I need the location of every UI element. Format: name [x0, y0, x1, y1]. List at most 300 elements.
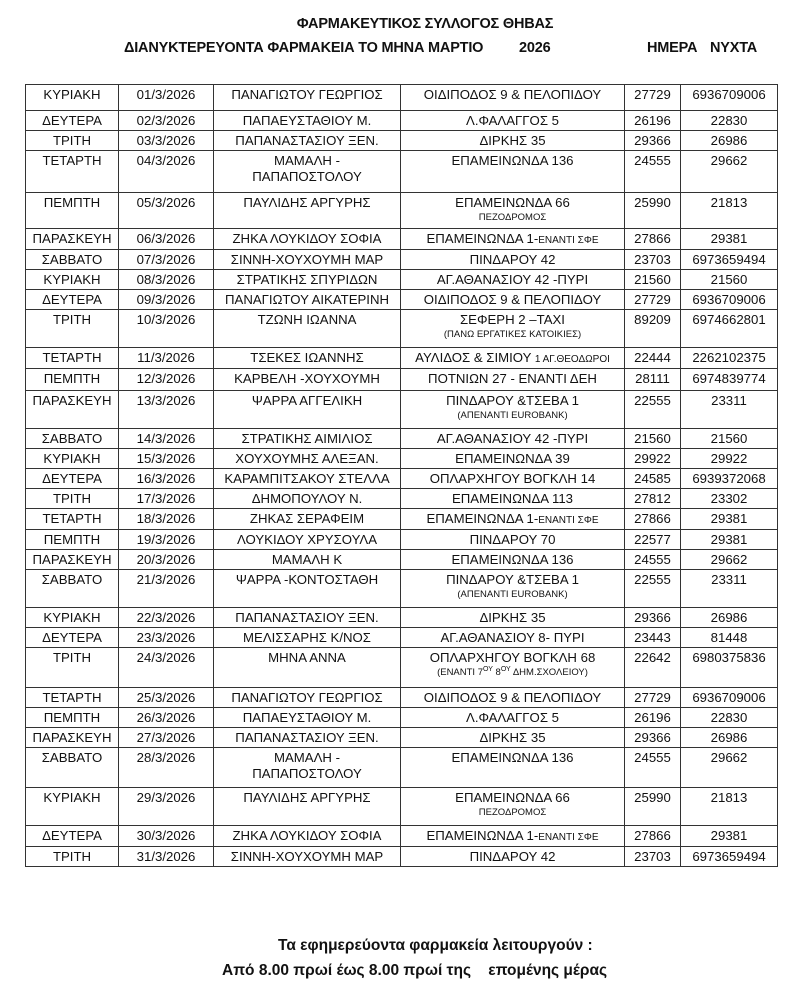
pharmacist-name: ΖΗΚΑ ΛΟΥΚΙΔΟΥ ΣΟΦΙΑ: [232, 828, 382, 843]
name-cell: [214, 229, 401, 250]
name-cell: [214, 728, 401, 748]
date: 13/3/2026: [136, 393, 196, 408]
day-phone: 22444: [634, 350, 671, 365]
name-cell: [214, 648, 401, 688]
date-cell: [119, 648, 214, 688]
pharmacist-name: ΠΑΝΑΓΙΩΤΟΥ ΓΕΩΡΓΙΟΣ: [231, 690, 383, 705]
date: 31/3/2026: [136, 849, 196, 864]
day-phone: 22642: [634, 650, 671, 665]
table-row: [26, 688, 778, 708]
night-phone-cell: [681, 847, 778, 867]
address: ΟΙΔΙΠΟΔΟΣ 9 & ΠΕΛΟΠΙΔΟΥ: [423, 690, 602, 705]
night-phone: 6974662801: [692, 312, 766, 327]
date: 28/3/2026: [136, 750, 196, 765]
day-phone: 24555: [634, 153, 671, 168]
day-phone-cell: [625, 489, 681, 509]
name-cell: [214, 250, 401, 270]
day-phone: 21560: [634, 272, 671, 287]
night-phone: 26986: [710, 610, 748, 625]
night-phone-cell: [681, 429, 778, 449]
day-phone-cell: [625, 847, 681, 867]
address: ΕΠΑΜΕΙΝΩΝΔΑ 1-: [426, 511, 539, 526]
weekday: ΠΑΡΑΣΚΕΥΗ: [32, 231, 112, 246]
name-cell: [214, 570, 401, 608]
night-phone-cell: [681, 449, 778, 469]
name-cell: [214, 550, 401, 570]
table-row: [26, 847, 778, 867]
weekday: ΠΕΜΠΤΗ: [43, 710, 101, 725]
address: ΕΠΑΜΕΙΝΩΝΔΑ 136: [451, 552, 574, 567]
pharmacist-name: ΠΑΝΑΓΙΩΤΟΥ ΓΕΩΡΓΙΟΣ: [231, 87, 383, 102]
date-cell: [119, 847, 214, 867]
name-cell: [214, 708, 401, 728]
pharmacist-name: ΜΑΜΑΛΗ -: [274, 750, 340, 765]
address: Λ.ΦΑΛΑΓΓΟΣ 5: [466, 710, 559, 725]
address-cell: [401, 748, 625, 788]
table-row: [26, 270, 778, 290]
address: ΑΓ.ΑΘΑΝΑΣΙΟΥ 42 -ΠΥΡΙ: [436, 431, 589, 446]
date-cell: [119, 688, 214, 708]
table-row: [26, 469, 778, 489]
weekday: ΔΕΥΤΕΡΑ: [42, 471, 102, 486]
table-row: [26, 509, 778, 530]
date: 06/3/2026: [136, 231, 196, 246]
address-cell: [401, 449, 625, 469]
day-phone-cell: [625, 151, 681, 193]
day-phone: 28111: [635, 371, 670, 386]
date-cell: [119, 570, 214, 608]
date-cell: [119, 111, 214, 131]
night-phone: 23302: [710, 491, 748, 506]
table-row: [26, 151, 778, 193]
pharmacist-name: ΠΑΠΑΝΑΣΤΑΣΙΟΥ ΞΕΝ.: [235, 610, 379, 625]
address-landmark: ΕΝΑΝΤΙ ΣΦΕ: [538, 832, 599, 843]
day-cell: [26, 310, 119, 348]
address-note: ΠΕΖΟΔΡΟΜΟΣ: [478, 212, 547, 223]
pharmacist-name: ΔΗΜΟΠΟΥΛΟΥ Ν.: [251, 491, 363, 506]
table-row: [26, 290, 778, 310]
day-phone-cell: [625, 550, 681, 570]
weekday: ΔΕΥΤΕΡΑ: [42, 292, 102, 307]
date: 02/3/2026: [136, 113, 196, 128]
address-cell: [401, 250, 625, 270]
day-phone: 22555: [634, 572, 671, 587]
table-row: [26, 85, 778, 111]
day-cell: [26, 748, 119, 788]
day-phone-cell: [625, 429, 681, 449]
night-phone: 2262102375: [692, 350, 766, 365]
pharmacist-name-line2: ΠΑΠΑΠΟΣΤΟΛΟΥ: [252, 766, 362, 781]
date-cell: [119, 509, 214, 530]
name-cell: [214, 509, 401, 530]
night-phone-cell: [681, 608, 778, 628]
address-cell: [401, 648, 625, 688]
name-cell: [214, 469, 401, 489]
day-phone-cell: [625, 826, 681, 847]
date: 26/3/2026: [136, 710, 196, 725]
address: ΕΠΑΜΕΙΝΩΝΔΑ 39: [455, 451, 570, 466]
weekday: ΠΑΡΑΣΚΕΥΗ: [32, 393, 112, 408]
weekday: ΠΕΜΠΤΗ: [43, 371, 101, 386]
night-phone: 6936709006: [692, 690, 766, 705]
day-cell: [26, 608, 119, 628]
address: ΠΙΝΔΑΡΟΥ 42: [469, 252, 556, 267]
weekday: ΣΑΒΒΑΤΟ: [41, 572, 103, 587]
pharmacist-name: ΛΟΥΚΙΔΟΥ ΧΡΥΣΟΥΛΑ: [237, 532, 377, 547]
day-phone-cell: [625, 509, 681, 530]
night-phone: 6980375836: [692, 650, 766, 665]
date: 15/3/2026: [136, 451, 196, 466]
day-cell: [26, 648, 119, 688]
schedule-title: ΔΙΑΝΥΚΤΕΡΕΥΟΝΤΑ ΦΑΡΜΑΚΕΙΑ ΤΟ ΜΗΝΑ ΜΑΡΤΙΟ: [124, 40, 484, 56]
day-cell: [26, 788, 119, 826]
day-phone-cell: [625, 570, 681, 608]
date-cell: [119, 748, 214, 788]
day-phone-cell: [625, 290, 681, 310]
day-cell: [26, 728, 119, 748]
night-phone: 22830: [710, 113, 748, 128]
date-cell: [119, 391, 214, 429]
address: ΠΙΝΔΑΡΟΥ &ΤΣΕΒΑ 1: [446, 572, 579, 587]
pharmacist-name: ΠΑΝΑΓΙΩΤΟΥ ΑΙΚΑΤΕΡΙΝΗ: [225, 292, 389, 307]
address-cell: [401, 788, 625, 826]
night-phone-cell: [681, 509, 778, 530]
night-phone-cell: [681, 570, 778, 608]
night-phone-cell: [681, 348, 778, 369]
pharmacist-name: ΠΑΠΑΕΥΣΤΑΘΙΟΥ Μ.: [242, 113, 372, 128]
date: 24/3/2026: [136, 650, 196, 665]
date-cell: [119, 469, 214, 489]
day-phone: 29366: [634, 133, 671, 148]
pharmacist-name: ΚΑΡΒΕΛΗ -ΧΟΥΧΟΥΜΗ: [234, 371, 380, 386]
date: 17/3/2026: [136, 491, 196, 506]
date-cell: [119, 788, 214, 826]
date: 21/3/2026: [136, 572, 196, 587]
day-phone: 22577: [634, 532, 671, 547]
weekday: ΚΥΡΙΑΚΗ: [43, 451, 101, 466]
pharmacist-name: ΣΤΡΑΤΙΚΗΣ ΑΙΜΙΛΙΟΣ: [241, 431, 373, 446]
address: ΟΠΛΑΡΧΗΓΟΥ ΒΟΓΚΛΗ 14: [429, 471, 596, 486]
night-phone: 6973659494: [692, 252, 766, 267]
weekday: ΤΡΙΤΗ: [52, 491, 92, 506]
day-cell: [26, 530, 119, 550]
name-cell: [214, 628, 401, 648]
address-note: [403, 666, 622, 679]
table-row: [26, 429, 778, 449]
night-phone-cell: [681, 708, 778, 728]
address-cell: [401, 530, 625, 550]
weekday: ΠΑΡΑΣΚΕΥΗ: [32, 552, 112, 567]
address-cell: [401, 608, 625, 628]
address: ΟΙΔΙΠΟΔΟΣ 9 & ΠΕΛΟΠΙΔΟΥ: [423, 87, 602, 102]
address-cell: [401, 111, 625, 131]
address: ΔΙΡΚΗΣ 35: [479, 730, 546, 745]
pharmacist-name: ΜΑΜΑΛΗ -: [274, 153, 340, 168]
night-phone: 6973659494: [692, 849, 766, 864]
day-cell: [26, 391, 119, 429]
table-row: [26, 788, 778, 826]
night-phone-cell: [681, 489, 778, 509]
day-phone: 26196: [634, 113, 671, 128]
day-cell: [26, 489, 119, 509]
note-superscript: ΟΥ: [500, 665, 511, 673]
address: ΠΙΝΔΑΡΟΥ 70: [469, 532, 556, 547]
address-cell: [401, 348, 625, 369]
night-phone: 29662: [710, 552, 748, 567]
date-cell: [119, 530, 214, 550]
address: ΕΠΑΜΕΙΝΩΝΔΑ 1-: [426, 828, 539, 843]
weekday: ΔΕΥΤΕΡΑ: [42, 828, 102, 843]
day-cell: [26, 688, 119, 708]
night-phone-cell: [681, 229, 778, 250]
footer-hours-title: Τα εφημερεύοντα φαρμακεία λειτουργούν :: [278, 937, 593, 954]
note-part: (ΕΝΑΝΤΙ 7: [437, 667, 483, 678]
night-phone-cell: [681, 391, 778, 429]
night-phone-cell: [681, 826, 778, 847]
night-phone: 26986: [710, 133, 748, 148]
night-phone: 6939372068: [692, 471, 766, 486]
night-phone-cell: [681, 270, 778, 290]
night-phone: 22830: [710, 710, 748, 725]
date-cell: [119, 449, 214, 469]
address-cell: [401, 229, 625, 250]
name-cell: [214, 391, 401, 429]
day-cell: [26, 111, 119, 131]
table-row: [26, 648, 778, 688]
address-cell: [401, 469, 625, 489]
day-phone: 24555: [634, 750, 671, 765]
date: 09/3/2026: [136, 292, 196, 307]
address: ΔΙΡΚΗΣ 35: [479, 610, 546, 625]
pharmacist-name: ΤΖΩΝΗ ΙΩΑΝΝΑ: [257, 312, 357, 327]
association-title: ΦΑΡΜΑΚΕΥΤΙΚΟΣ ΣΥΛΛΟΓΟΣ ΘΗΒΑΣ: [296, 16, 554, 32]
day-phone: 27866: [634, 231, 671, 246]
table-row: [26, 608, 778, 628]
name-cell: [214, 369, 401, 391]
weekday: ΣΑΒΒΑΤΟ: [41, 252, 103, 267]
day-cell: [26, 826, 119, 847]
date: 22/3/2026: [136, 610, 196, 625]
day-cell: [26, 270, 119, 290]
address-cell: [401, 509, 625, 530]
day-cell: [26, 429, 119, 449]
weekday: ΣΑΒΒΑΤΟ: [41, 750, 103, 765]
pharmacist-name: ΚΑΡΑΜΠΙΤΣΑΚΟΥ ΣΤΕΛΛΑ: [224, 471, 390, 486]
address: ΟΠΛΑΡΧΗΓΟΥ ΒΟΓΚΛΗ 68: [429, 650, 596, 665]
night-phone: 29662: [710, 153, 748, 168]
day-cell: [26, 250, 119, 270]
address: ΑΥΛΙΔΟΣ & ΣΙΜΙΟΥ: [415, 350, 535, 365]
weekday: ΤΕΤΑΡΤΗ: [42, 350, 102, 365]
day-phone-cell: [625, 608, 681, 628]
name-cell: [214, 429, 401, 449]
address-cell: [401, 391, 625, 429]
weekday: ΤΡΙΤΗ: [52, 133, 92, 148]
pharmacist-name: ΣΙΝΝΗ-ΧΟΥΧΟΥΜΗ ΜΑΡ: [230, 252, 384, 267]
night-phone-cell: [681, 310, 778, 348]
night-phone-cell: [681, 728, 778, 748]
note-superscript: ΟΥ: [483, 665, 493, 673]
name-cell: [214, 270, 401, 290]
night-phone-label: ΝΥΧΤΑ: [710, 40, 758, 56]
pharmacist-name: ΖΗΚΑ ΛΟΥΚΙΔΟΥ ΣΟΦΙΑ: [232, 231, 382, 246]
date: 23/3/2026: [136, 630, 196, 645]
address-cell: [401, 193, 625, 229]
night-phone: 6974839774: [692, 371, 766, 386]
table-row: [26, 310, 778, 348]
day-phone-cell: [625, 111, 681, 131]
pharmacist-name: ΠΑΥΛΙΔΗΣ ΑΡΓΥΡΗΣ: [243, 790, 371, 805]
night-phone: 6936709006: [692, 292, 766, 307]
day-phone-cell: [625, 369, 681, 391]
day-phone: 25990: [634, 195, 671, 210]
date: 07/3/2026: [136, 252, 196, 267]
weekday: ΚΥΡΙΑΚΗ: [43, 610, 101, 625]
name-cell: [214, 85, 401, 111]
address-cell: [401, 550, 625, 570]
weekday: ΔΕΥΤΕΡΑ: [42, 113, 102, 128]
night-phone: 29922: [710, 451, 748, 466]
night-phone-cell: [681, 550, 778, 570]
date: 08/3/2026: [136, 272, 196, 287]
address: ΠΙΝΔΑΡΟΥ 42: [469, 849, 556, 864]
date: 20/3/2026: [136, 552, 196, 567]
table-row: [26, 391, 778, 429]
night-phone: 21813: [710, 790, 748, 805]
pharmacist-name: ΜΑΜΑΛΗ Κ: [271, 552, 343, 567]
day-phone-label: ΗΜΕΡΑ: [647, 40, 698, 56]
day-cell: [26, 131, 119, 151]
table-row: [26, 348, 778, 369]
night-phone-cell: [681, 290, 778, 310]
day-phone-cell: [625, 391, 681, 429]
date: 01/3/2026: [136, 87, 196, 102]
name-cell: [214, 290, 401, 310]
address: ΕΠΑΜΕΙΝΩΝΔΑ 113: [451, 491, 574, 506]
pharmacist-name: ΠΑΠΑΝΑΣΤΑΣΙΟΥ ΞΕΝ.: [235, 133, 379, 148]
table-row: [26, 550, 778, 570]
address-cell: [401, 708, 625, 728]
day-cell: [26, 449, 119, 469]
weekday: ΔΕΥΤΕΡΑ: [42, 630, 102, 645]
date-cell: [119, 151, 214, 193]
night-phone-cell: [681, 131, 778, 151]
day-phone-cell: [625, 708, 681, 728]
date-cell: [119, 348, 214, 369]
table-row: [26, 229, 778, 250]
pharmacist-name: ΧΟΥΧΟΥΜΗΣ ΑΛΕΞΑΝ.: [235, 451, 379, 466]
address-landmark: ΕΝΑΝΤΙ ΣΦΕ: [538, 235, 599, 246]
weekday: ΤΡΙΤΗ: [52, 849, 92, 864]
pharmacist-name: ΨΑΡΡΑ -ΚΟΝΤΟΣΤΑΘΗ: [235, 572, 379, 587]
weekday: ΠΑΡΑΣΚΕΥΗ: [32, 730, 112, 745]
address: ΕΠΑΜΕΙΝΩΝΔΑ 136: [451, 153, 574, 168]
night-phone-cell: [681, 369, 778, 391]
name-cell: [214, 688, 401, 708]
date-cell: [119, 131, 214, 151]
night-phone: 23311: [711, 393, 747, 408]
table-row: [26, 193, 778, 229]
day-phone-cell: [625, 530, 681, 550]
address-note: (ΠΑΝΩ ΕΡΓΑΤΙΚΕΣ ΚΑΤΟΙΚΙΕΣ): [443, 329, 582, 340]
weekday: ΤΡΙΤΗ: [52, 650, 92, 665]
day-phone: 26196: [634, 710, 671, 725]
table-row: [26, 369, 778, 391]
date: 11/3/2026: [137, 350, 195, 365]
day-cell: [26, 509, 119, 530]
night-phone-cell: [681, 530, 778, 550]
date-cell: [119, 229, 214, 250]
day-phone: 29366: [634, 730, 671, 745]
address-cell: [401, 310, 625, 348]
table-row: [26, 826, 778, 847]
day-phone-cell: [625, 310, 681, 348]
date-cell: [119, 270, 214, 290]
table-row: [26, 449, 778, 469]
day-cell: [26, 469, 119, 489]
table-row: [26, 728, 778, 748]
day-cell: [26, 628, 119, 648]
night-phone-cell: [681, 151, 778, 193]
pharmacist-name: ΜΕΛΙΣΣΑΡΗΣ Κ/ΝΟΣ: [243, 630, 371, 645]
night-phone-cell: [681, 469, 778, 489]
date-cell: [119, 728, 214, 748]
day-phone: 27729: [634, 87, 671, 102]
address: ΠΟΤΝΙΩΝ 27 - ΕΝΑΝΤΙ ΔΕΗ: [428, 371, 597, 386]
day-phone: 24555: [634, 552, 671, 567]
day-cell: [26, 348, 119, 369]
pharmacist-name: ΠΑΠΑΕΥΣΤΑΘΙΟΥ Μ.: [242, 710, 372, 725]
night-phone: 29662: [710, 750, 748, 765]
pharmacist-name: ΜΗΝΑ ΑΝΝΑ: [268, 650, 346, 665]
day-phone: 21560: [634, 431, 671, 446]
name-cell: [214, 111, 401, 131]
day-cell: [26, 290, 119, 310]
pharmacist-name: ΤΣΕΚΕΣ ΙΩΑΝΝΗΣ: [250, 350, 364, 365]
name-cell: [214, 530, 401, 550]
weekday: ΤΕΤΑΡΤΗ: [42, 153, 102, 168]
day-phone: 23443: [634, 630, 671, 645]
address-note: (ΑΠΕΝΑΝΤΙ EUROBANK): [457, 410, 568, 421]
address-cell: [401, 429, 625, 449]
footer-hours-detail: Από 8.00 πρωί έως 8.00 πρωί της επομένης μέρας: [222, 962, 608, 979]
day-cell: [26, 708, 119, 728]
date-cell: [119, 708, 214, 728]
name-cell: [214, 489, 401, 509]
weekday: ΤΡΙΤΗ: [52, 312, 92, 327]
day-phone: 23703: [634, 849, 671, 864]
night-phone: 81448: [710, 630, 748, 645]
day-phone-cell: [625, 449, 681, 469]
address-note: (ΑΠΕΝΑΝΤΙ EUROBANK): [457, 589, 568, 600]
address: ΔΙΡΚΗΣ 35: [479, 133, 546, 148]
weekday: ΤΕΤΑΡΤΗ: [42, 690, 102, 705]
address: Λ.ΦΑΛΑΓΓΟΣ 5: [466, 113, 559, 128]
day-cell: [26, 193, 119, 229]
address-cell: [401, 270, 625, 290]
address: ΕΠΑΜΕΙΝΩΝΔΑ 1-: [426, 231, 539, 246]
day-phone-cell: [625, 229, 681, 250]
date-cell: [119, 826, 214, 847]
table-row: [26, 530, 778, 550]
day-phone: 29366: [634, 610, 671, 625]
night-phone: 26986: [710, 730, 748, 745]
pharmacist-name: ΣΙΝΝΗ-ΧΟΥΧΟΥΜΗ ΜΑΡ: [230, 849, 384, 864]
night-phone: 21813: [710, 195, 748, 210]
night-phone-cell: [681, 111, 778, 131]
night-phone: 21560: [710, 272, 748, 287]
night-phone: 29381: [710, 231, 748, 246]
